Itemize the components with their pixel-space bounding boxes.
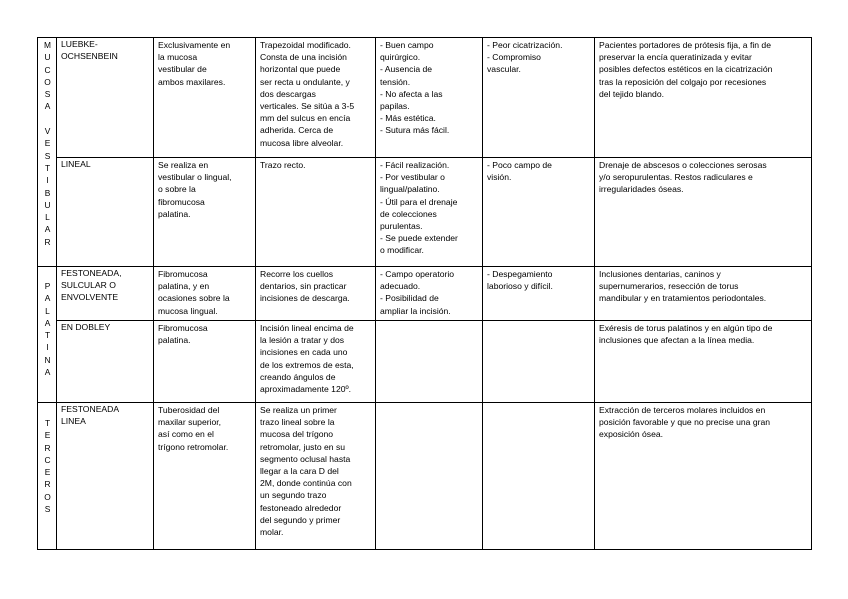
design-line: del segundo y primer (260, 514, 341, 525)
advantages-line: - Fácil realización. (380, 160, 450, 170)
table-row (38, 321, 812, 403)
incision-name-line: LUEBKE- (61, 39, 98, 49)
indications-line: tras la reposición del colgajo por recesiones (599, 76, 767, 87)
group-label-char: T (44, 330, 51, 341)
design-line: mucosa libre alveolar. (260, 137, 344, 148)
group-label-char: P (44, 281, 51, 291)
advantages-line: tensión. (380, 76, 411, 87)
table-row (38, 158, 812, 267)
indications-line: Pacientes portadores de prótesis fija, a fin de (599, 40, 771, 50)
design-line: verticales. Se sitúa a 3-5 (260, 101, 355, 112)
design-line: llegar a la cara D del (260, 466, 339, 477)
disadvantages-line: - Poco campo de (487, 160, 552, 170)
advantages-line: quirúrgico. (380, 52, 421, 63)
design-line: adherida. Cerca de (260, 125, 334, 136)
group-label-char: T (44, 162, 51, 173)
group-label (38, 267, 57, 403)
location-line: palatina, y en (158, 281, 210, 292)
group-label-char: R (44, 479, 51, 490)
advantages-line: lingual/palatino. (380, 184, 440, 195)
design-line: 2M, donde continúa con (260, 478, 352, 489)
disadvantages-line: - Despegamiento (487, 269, 553, 279)
design-line: creando ángulos de (260, 371, 336, 382)
group-label-char: S (44, 150, 51, 161)
cell-design (256, 321, 376, 403)
incision-name (57, 321, 154, 403)
indications-line: mandibular y en tratamientos periodontales. (599, 293, 767, 304)
design-line: la lesión a tratar y dos (260, 335, 345, 346)
design-line: aproximadamente 120º. (260, 384, 352, 395)
group-label-char: A (44, 101, 51, 112)
indications-line: irregularidades óseas. (599, 184, 684, 195)
disadvantages-line: vascular. (487, 64, 521, 75)
design-line: dos descargas (260, 88, 316, 99)
indications-line: posibles defectos estéticos en la cicatrización (599, 64, 773, 75)
group-label-char: R (44, 236, 51, 247)
cell-advantages (376, 38, 483, 158)
group-label-char: E (44, 138, 51, 149)
table-row (38, 403, 812, 550)
advantages-line: ampliar la incisión. (380, 305, 451, 316)
group-label-char: A (44, 293, 51, 304)
group-label-char: A (44, 317, 51, 328)
advantages-line: - Útil para el drenaje (380, 196, 458, 207)
location-line: Se realiza en (158, 160, 209, 170)
indications-line: del tejido blando. (599, 88, 664, 99)
cell-disadvantages (483, 38, 595, 158)
design-line: mucosa del trígono (260, 429, 334, 440)
group-label-char: R (44, 442, 51, 453)
indications-line: Extracción de terceros molares incluidos en (599, 405, 766, 415)
group-label-char: O (44, 76, 51, 87)
location-line: ocasiones sobre la (158, 293, 230, 304)
table-row (38, 38, 812, 158)
cell-advantages (376, 403, 483, 550)
disadvantages-line: visión. (487, 172, 512, 183)
incision-name (57, 38, 154, 158)
group-label (38, 38, 57, 267)
group-label-char: V (44, 126, 51, 137)
advantages-line: purulentas. (380, 221, 423, 232)
location-line: así como en el (158, 429, 214, 440)
design-line: dentarios, sin practicar (260, 281, 347, 292)
location-line: o sobre la (158, 184, 196, 195)
location-line: Exclusivamente en (158, 40, 231, 50)
location-line: ambos maxilares. (158, 76, 226, 87)
table-row (38, 267, 812, 321)
design-line: un segundo trazo (260, 490, 327, 501)
location-line: trígono retromolar. (158, 441, 229, 452)
indications-line: exposición ósea. (599, 429, 664, 440)
group-label-char: C (44, 64, 51, 75)
incision-name-line: OCHSENBEIN (61, 50, 118, 61)
group-label-char: L (45, 305, 50, 316)
advantages-line: adecuado. (380, 281, 421, 292)
cell-advantages (376, 267, 483, 321)
location-line: mucosa lingual. (158, 305, 218, 316)
location-line: vestibular de (158, 64, 207, 75)
design-line: Se realiza un primer (260, 405, 337, 415)
location-line: Fibromucosa (158, 323, 208, 333)
incision-table (37, 37, 812, 550)
design-line: incisiones en cada uno (260, 347, 348, 358)
design-line: ser recta u ondulante, y (260, 76, 350, 87)
design-line: Trazo recto. (260, 160, 306, 170)
group-label-char: L (45, 212, 50, 223)
indications-line: posición favorable y que no precise una gran (599, 417, 771, 428)
disadvantages-line: laborioso y difícil. (487, 281, 553, 292)
design-line: Consta de una incisión (260, 52, 347, 63)
group-label-char: I (46, 342, 49, 353)
group-label-char: M (44, 40, 51, 50)
advantages-line: de colecciones (380, 208, 437, 219)
design-line: Trapezoidal modificado. (260, 40, 351, 50)
advantages-line: - Sutura más fácil. (380, 125, 450, 136)
advantages-line: - Más estética. (380, 113, 436, 124)
group-label-char: A (44, 224, 51, 235)
group-label-char: E (44, 430, 51, 441)
group-label (38, 403, 57, 550)
cell-disadvantages (483, 267, 595, 321)
group-label-char: N (44, 354, 51, 365)
cell-design (256, 158, 376, 267)
indications-line: Exéresis de torus palatinos y en algún tipo de (599, 323, 773, 333)
group-label-char: A (44, 367, 51, 378)
group-label-char: C (44, 454, 51, 465)
group-label-char: B (44, 187, 51, 198)
advantages-line: o modificar. (380, 245, 424, 256)
cell-location (154, 267, 256, 321)
location-line: vestibular o lingual, (158, 172, 232, 183)
advantages-line: - Campo operatorio (380, 269, 455, 279)
design-line: mm del sulcus en encía (260, 113, 351, 124)
group-label-char: S (44, 504, 51, 515)
group-label-char: U (44, 52, 51, 63)
design-line: festoneado alrededor (260, 502, 342, 513)
disadvantages-line: - Peor cicatrización. (487, 40, 563, 50)
cell-advantages (376, 158, 483, 267)
group-label-char: U (44, 199, 51, 210)
incision-name-line: LINEAL (61, 159, 91, 169)
design-line: incisiones de descarga. (260, 293, 350, 304)
cell-disadvantages (483, 403, 595, 550)
advantages-line: - Ausencia de (380, 64, 433, 75)
incision-name (57, 158, 154, 267)
location-line: palatina. (158, 208, 191, 219)
cell-location (154, 38, 256, 158)
group-label-char (42, 113, 53, 125)
cell-location (154, 158, 256, 267)
group-label-char: O (44, 491, 51, 502)
design-line: Recorre los cuellos (260, 269, 334, 279)
advantages-line: papilas. (380, 101, 410, 112)
indications-line: Drenaje de abscesos o colecciones serosas (599, 160, 767, 170)
incision-name-line: ENVOLVENTE (61, 291, 119, 302)
cell-design (256, 267, 376, 321)
cell-indications (595, 321, 812, 403)
indications-line: supernumerarios, resección de torus (599, 281, 739, 292)
location-line: fibromucosa (158, 196, 205, 207)
cell-indications (595, 38, 812, 158)
group-label-char: I (46, 175, 49, 186)
cell-indications (595, 267, 812, 321)
cell-indications (595, 158, 812, 267)
cell-location (154, 321, 256, 403)
cell-indications (595, 403, 812, 550)
indications-line: Inclusiones dentarias, caninos y (599, 269, 721, 279)
cell-design (256, 403, 376, 550)
incision-name (57, 403, 154, 550)
indications-line: preservar la encía queratinizada y evitar (599, 52, 752, 63)
location-line: Fibromucosa (158, 269, 208, 279)
incision-name-line: FESTONEADA, (61, 268, 122, 278)
incision-name-line: SULCULAR O (61, 279, 116, 290)
advantages-line: - Se puede extender (380, 233, 458, 244)
incision-name-line: LINEA (61, 415, 86, 426)
advantages-line: - Por vestibular o (380, 172, 445, 183)
advantages-line: - Posibilidad de (380, 293, 439, 304)
group-label-char: S (44, 89, 51, 100)
design-line: de los extremos de esta, (260, 359, 354, 370)
design-line: horizontal que puede (260, 64, 341, 75)
location-line: la mucosa (158, 52, 198, 63)
design-line: trazo lineal sobre la (260, 417, 335, 428)
group-label-char: T (44, 418, 51, 428)
cell-disadvantages (483, 321, 595, 403)
advantages-line: - Buen campo (380, 40, 434, 50)
indications-line: y/o seropurulentas. Restos radiculares e (599, 172, 753, 183)
disadvantages-line: - Compromiso (487, 52, 541, 63)
cell-advantages (376, 321, 483, 403)
incision-name (57, 267, 154, 321)
design-line: segmento oclusal hasta (260, 453, 351, 464)
cell-location (154, 403, 256, 550)
advantages-line: - No afecta a las (380, 88, 443, 99)
cell-design (256, 38, 376, 158)
incision-name-line: EN DOBLEY (61, 322, 111, 332)
cell-disadvantages (483, 158, 595, 267)
incision-name-line: FESTONEADA (61, 404, 120, 414)
design-line: Incisión lineal encima de (260, 323, 354, 333)
indications-line: inclusiones que afectan a la línea media. (599, 335, 755, 346)
location-line: palatina. (158, 335, 191, 346)
design-line: retromolar, justo en su (260, 441, 346, 452)
group-label-char: E (44, 467, 51, 478)
location-line: Tuberosidad del (158, 405, 220, 415)
design-line: molar. (260, 527, 284, 538)
location-line: maxilar superior, (158, 417, 222, 428)
